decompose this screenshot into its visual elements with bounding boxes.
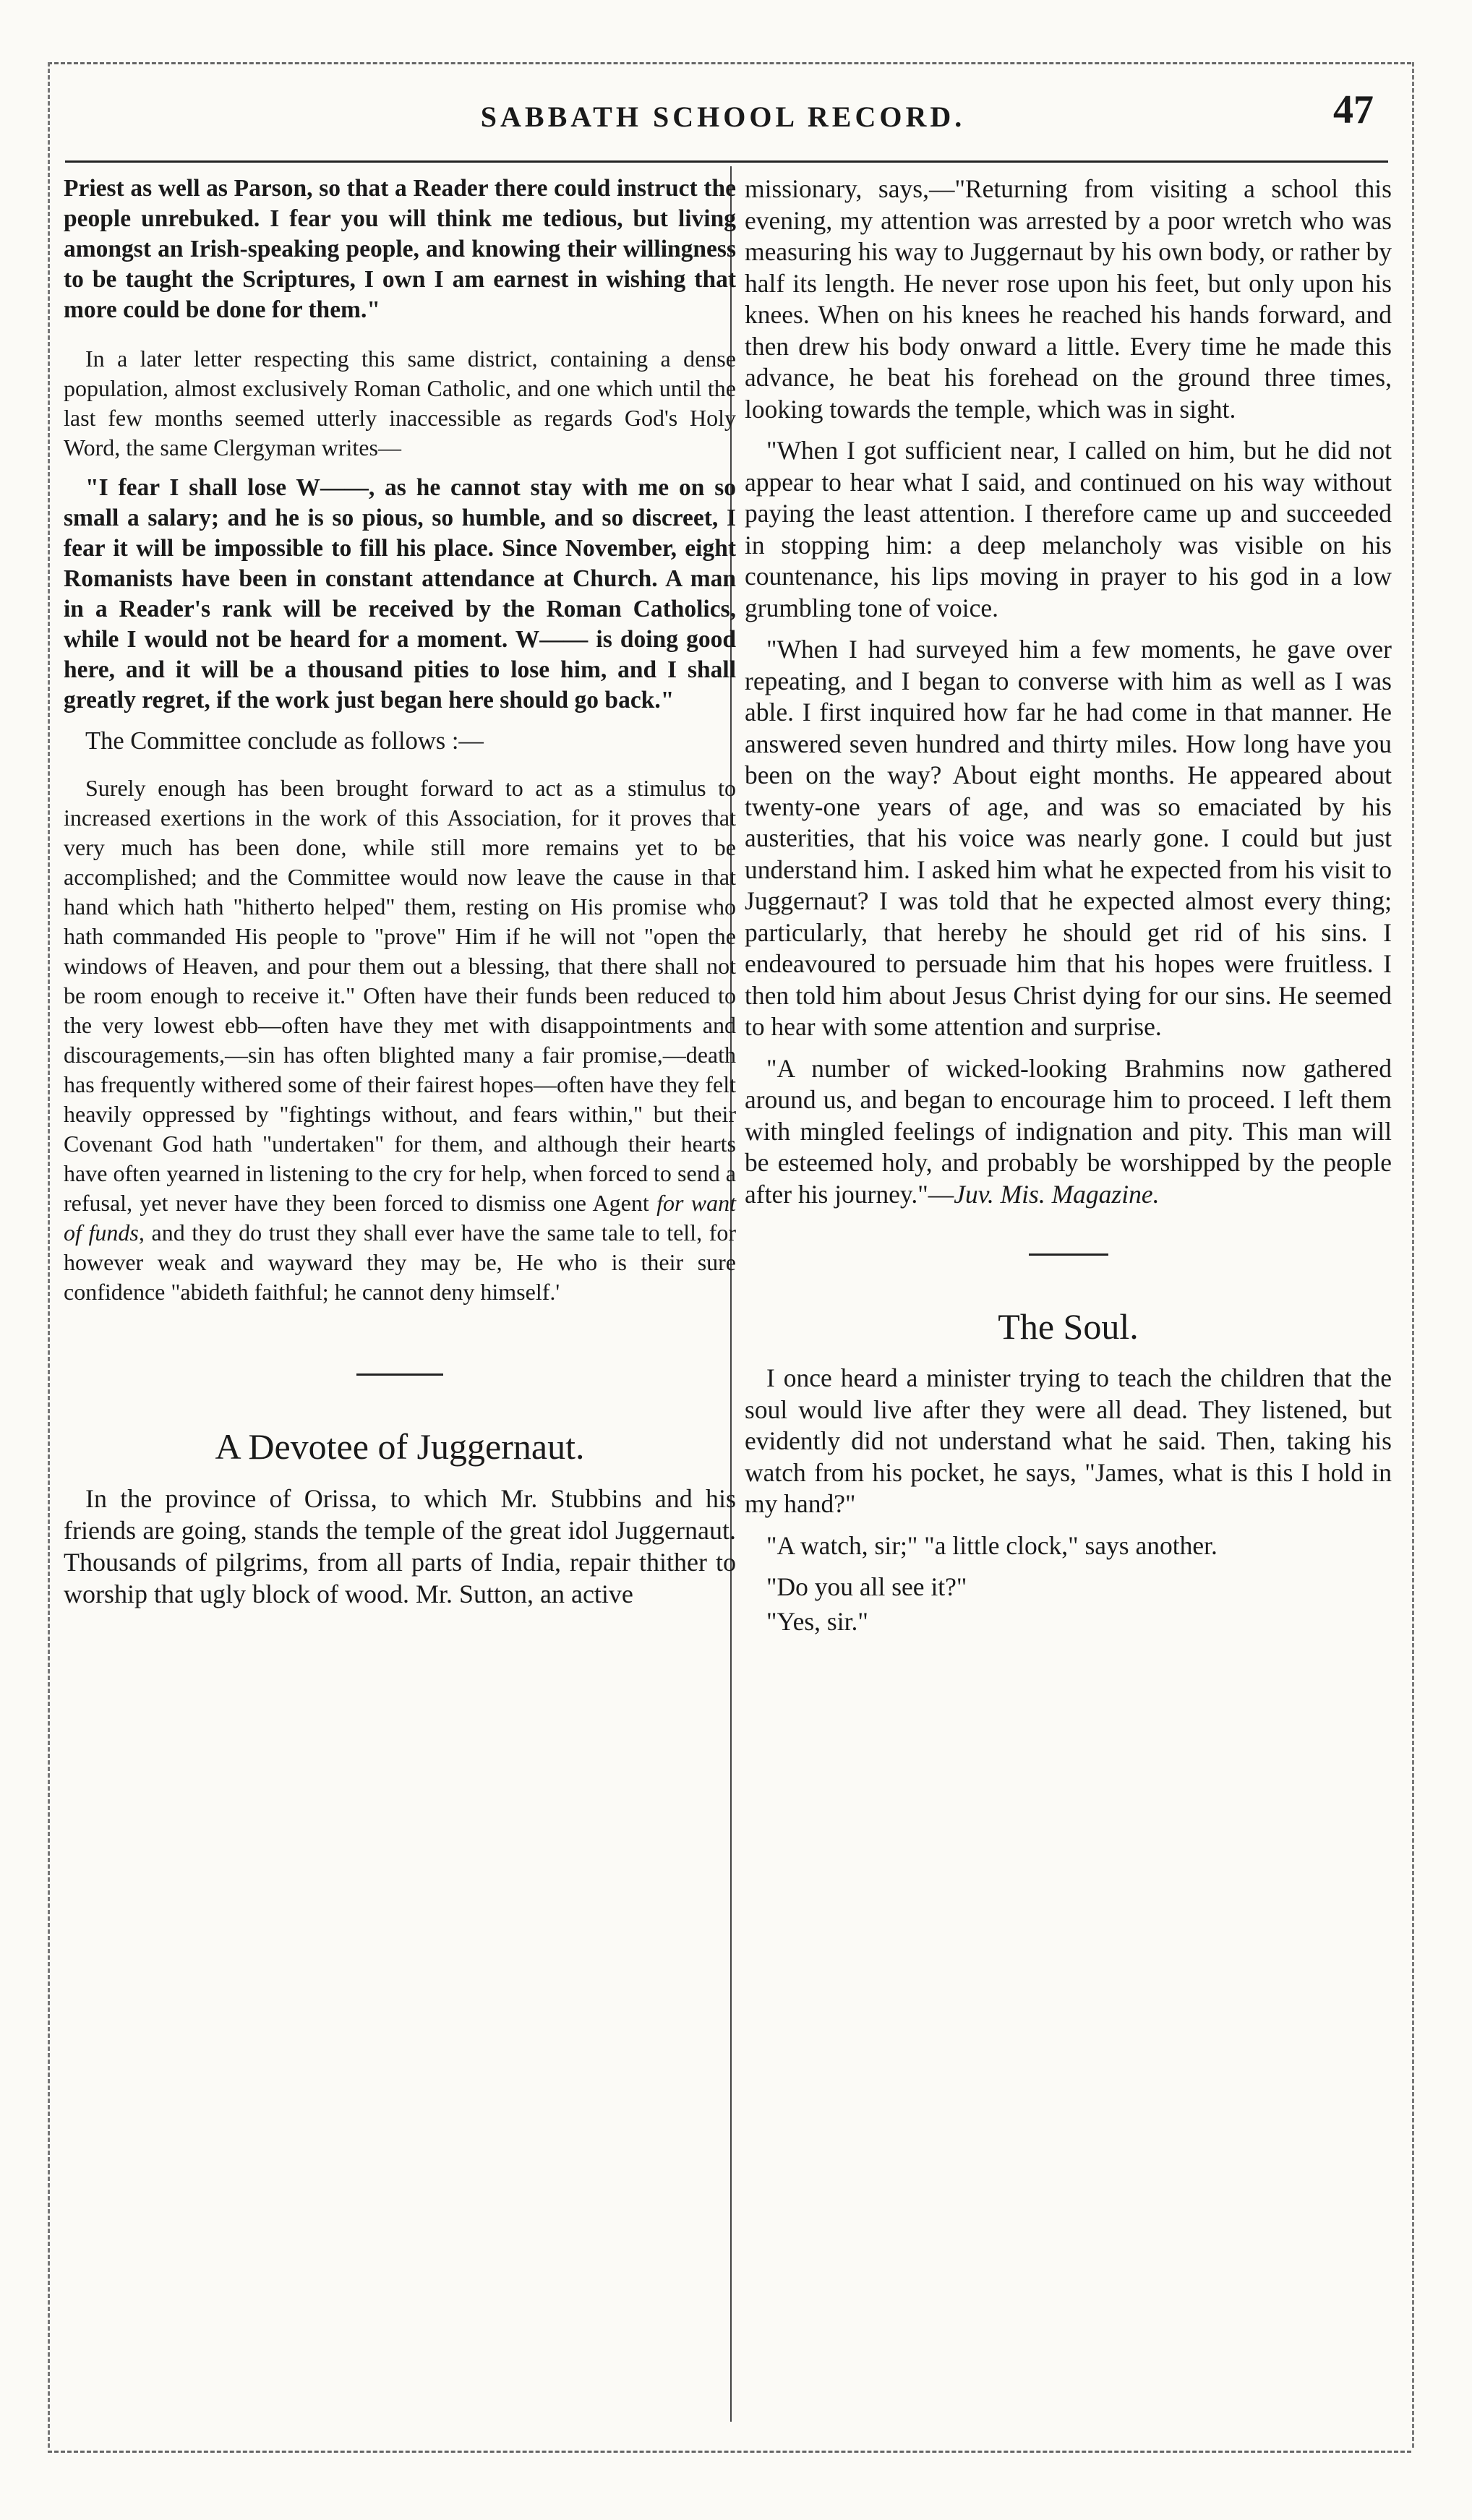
paragraph: I once heard a minister trying to teach the children that the soul would live after they were all dead. They listened, but evidently did not understand what he said. Then, taking his watch from his pocket, he says, "James, what is this I hold in my hand?" — [745, 1363, 1392, 1518]
paragraph-text: "A number of wicked-looking Brahmins now gathered around us, and began to encourage him to proceed. I left them with mingled feelings of indignation and pity. This man will be esteemed holy, and probably be worshipped by the people after his journey."— — [745, 1053, 1392, 1209]
paragraph: The Committee conclude as follows :— — [85, 727, 484, 755]
source-citation: Juv. Mis. Magazine. — [954, 1179, 1160, 1209]
section-divider — [1029, 1253, 1108, 1256]
bottom-dashed-rule — [48, 2451, 1411, 2453]
paragraph: In the province of Orissa, to which Mr. Stubbins and his friends are going, stands the temple of the great idol Juggernaut. Thousands of pilgrims, from all parts of India, repair thither to worship that ugly block of wood. Mr. Sutton, an active — [64, 1483, 736, 1608]
page-number: 47 — [1333, 87, 1374, 132]
paragraph: "Yes, sir." — [766, 1606, 868, 1636]
paragraph: "A watch, sir;" "a little clock," says another. — [766, 1530, 1218, 1560]
paragraph — [745, 1053, 1392, 1211]
conclusion-end: and they do trust they shall ever have the same tale to tell, for however weak and wayward they may be, He who is their sure confidence "abideth faithful; he cannot deny himself.' — [64, 1219, 737, 1305]
page-header — [65, 85, 1381, 150]
paragraph: missionary, says,—"Returning from visiting a school this evening, my attention was arrested by a poor wretch who was measuring his way to Juggernaut by his own body, or rather by half its length. He never rose upon his feet, but only upon his knees. When on his knees he reached his hands forward, and then drew his body onward a little. Every time he made this advance, he beat his forehead on the ground three times, looking towards the temple, which was in sight. — [745, 174, 1392, 424]
header-rule — [65, 160, 1388, 163]
conclusion-text: Surely enough has been brought forward to act as a stimulus to increased exertions in the work of this Association, for it proves that very much has been done, while still more remains yet to be accomplished; and the Committee would now leave the cause in that hand which hath "hitherto helped" them, resting on His promise who hath commanded His people to "prove" Him if he will not "open the windows of Heaven, and pour them out a blessing, that there shall not be room enough to receive it." Often have their funds been reduced to the very lowest ebb—often have they met with disappointments and discouragements,—sin has often blighted many a fair promise,—death has frequently withered some of their fairest hopes—often have they felt heavily oppressed by "fightings without, and fears within," but their Covenant God hath "undertaken" for them, and although their hearts have often yearned in listening to the cry for help, when forced to send a refusal, yet never have they been forced to dismiss one Agent — [64, 774, 736, 1216]
section-divider — [356, 1373, 443, 1376]
right-column — [745, 173, 1392, 1647]
committee-conclusion — [64, 773, 736, 1307]
section-title: A Devotee of Juggernaut. — [215, 1426, 585, 1467]
paragraph: "When I got sufficient near, I called on him, but he did not appear to hear what I said, and continued on his way without paying the least attention. I therefore came up and succeeded in stopping him: a deep melancholy was visible on his countenance, his lips moving in prayer to his god in a low grumbling tone of voice. — [745, 436, 1392, 622]
section-title: The Soul. — [998, 1306, 1139, 1347]
running-title: SABBATH SCHOOL RECORD. — [480, 100, 966, 133]
quoted-letter: "I fear I shall lose W——, as he cannot stay with me on so small a salary; and he is so pious, so humble, and so discreet, I fear it will be impossible to fill his place. Since November, eight Romanists have been in constant attendance at Church. A man in a Reader's rank will be received by the Roman Catholics, while I would not be heard for a moment. W—— is doing good here, and it will be a thousand pities to lose him, and I shall greatly regret, if the work just began here should go back." — [64, 474, 736, 713]
paragraph: "Do you all see it?" — [766, 1572, 967, 1601]
paragraph: Priest as well as Parson, so that a Reader there could instruct the people unrebuked. I fear you will think me tedious, but living amongst an Irish-speaking people, and knowing their willingness to be taught the Scriptures, I own I am earnest in wishing that more could be done for them." — [64, 175, 736, 323]
left-column — [48, 173, 736, 1620]
italic-phrase: for want of funds, — [64, 1189, 737, 1246]
paragraph: "When I had surveyed him a few moments, he gave over repeating, and I began to converse with him as well as I was able. I first inquired how far he had come in that manner. He answered seven hundred and thirty miles. How long have you been on the way? About eight months. He appeared about twenty-one years of age, and was so emaciated by his austerities, that his voice was nearly gone. I could but just understand him. I asked him what he expected from his visit to Juggernaut? I was told that he expected almost every thing; particularly, that hereby he should get rid of his sins. I endeavoured to persuade him that his hopes were fruitless. I then told him about Jesus Christ dying for our sins. He seemed to hear with some attention and surprise. — [745, 635, 1392, 1041]
paragraph: In a later letter respecting this same district, containing a dense population, almost exclusively Roman Catholic, and one which until the last few months seemed utterly inaccessible as regards God's Holy Word, the same Clergyman writes— — [64, 346, 736, 460]
